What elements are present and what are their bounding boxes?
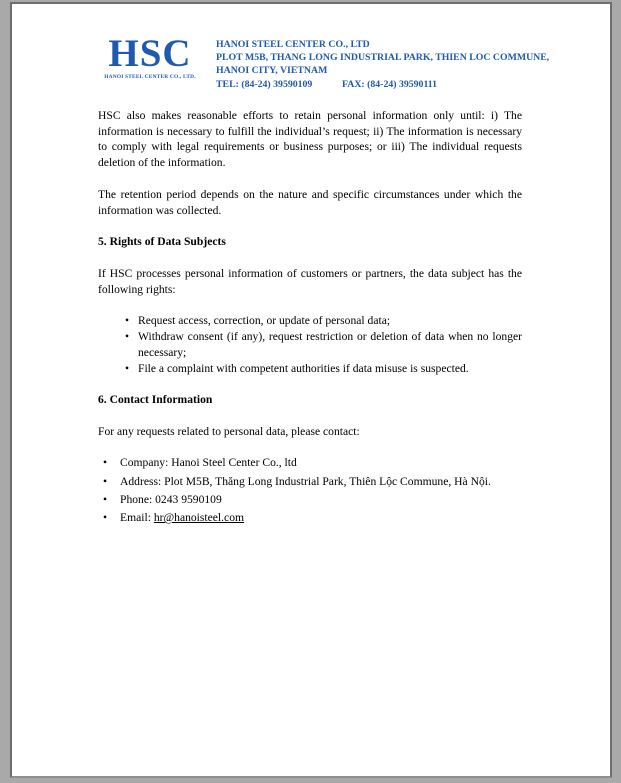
company-tel: TEL: (84-24) 39590109 — [216, 78, 313, 90]
bullet-icon: • — [103, 492, 108, 506]
para-retention-period: The retention period depends on the nature and specific circumstances under which the information was collected. — [98, 187, 522, 217]
para-contact-intro: For any requests related to personal data, please contact: — [98, 424, 360, 438]
bullet-icon: • — [103, 456, 108, 470]
contact-value: 0243 9590109 — [155, 492, 222, 506]
bullet-icon: • — [103, 474, 108, 488]
contact-value: Hanoi Steel Center Co., ltd — [171, 456, 297, 470]
letterhead — [98, 32, 550, 91]
bullet-icon: • — [125, 329, 130, 343]
company-fax: FAX: (84-24) 39590111 — [342, 78, 438, 90]
company-name: HANOI STEEL CENTER CO., LTD — [216, 39, 370, 50]
list-item: • Address: Plot M5B, Thăng Long Industrial Park, Thiên Lộc Commune, Hà Nội. — [103, 474, 491, 488]
para-retention-efforts: HSC also makes reasonable efforts to retain personal information only until: i) The information is necessary to fulfill the individual’s request; ii) The information is necessary to comply with legal requirements or business purposes; or iii) The individual requests deletion of the information. — [98, 108, 522, 170]
list-item: • Company: Hanoi Steel Center Co., ltd — [103, 456, 297, 470]
heading-contact-information: 6. Contact Information — [98, 393, 213, 407]
bullet-icon: • — [125, 361, 130, 375]
list-item: • File a complaint with competent authorities if data misuse is suspected. — [125, 361, 469, 375]
company-address-line1: PLOT M5B, THANG LONG INDUSTRIAL PARK, THIEN LOC COMMUNE, — [216, 52, 550, 64]
bullet-icon: • — [125, 314, 130, 328]
page-content — [12, 4, 610, 526]
email-link[interactable]: hr@hanoisteel.com — [153, 511, 245, 525]
logo-caption: HANOI STEEL CENTER CO., LTD. — [104, 74, 196, 80]
company-address-line2: HANOI CITY, VIETNAM — [216, 65, 328, 77]
list-item: • Email: hr@hanoisteel.com — [103, 511, 245, 525]
list-item: • Withdraw consent (if any), request restriction or deletion of data when no longer necessary; — [125, 329, 522, 359]
company-logo — [98, 32, 202, 80]
contact-value: Plot M5B, Thăng Long Industrial Park, Thiên Lộc Commune, Hà Nội. — [164, 474, 491, 488]
company-tel-fax — [216, 78, 549, 91]
document-page — [10, 2, 612, 778]
list-item: • Phone: 0243 9590109 — [103, 492, 222, 506]
company-address-block — [216, 35, 549, 91]
heading-rights-of-data-subjects: 5. Rights of Data Subjects — [98, 235, 226, 249]
contact-list — [98, 455, 522, 526]
bullet-icon: • — [103, 511, 108, 525]
para-rights-intro: If HSC processes personal information of customers or partners, the data subject has the following rights: — [98, 266, 522, 296]
list-item: • Request access, correction, or update of personal data; — [125, 314, 391, 328]
logo-acronym: HSC — [108, 32, 192, 75]
rights-list — [98, 313, 522, 376]
